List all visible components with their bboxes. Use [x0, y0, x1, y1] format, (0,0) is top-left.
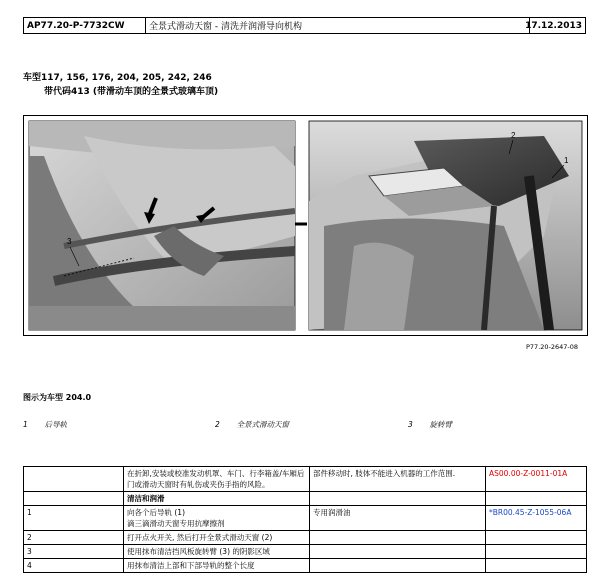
warning-cause: 部件移动时, 肢体不能进入机器的工作范围.	[310, 467, 486, 492]
document-date: 17.12.2013	[529, 18, 585, 33]
figure-panel	[23, 115, 588, 336]
step-number: 4	[24, 559, 124, 573]
table-cell	[486, 492, 587, 506]
step-reference	[486, 545, 587, 559]
section-title: 清洁和润滑	[124, 492, 310, 506]
callout-2: 2	[511, 131, 516, 140]
table-cell	[310, 492, 486, 506]
step-note	[310, 559, 486, 573]
document-title: 全景式滑动天窗 - 清洗并润滑导向机构	[149, 22, 302, 32]
document-header	[23, 17, 586, 34]
legend-item-1	[23, 419, 67, 430]
legend-label: 全景式滑动天窗	[236, 420, 289, 429]
step-number: 3	[24, 545, 124, 559]
step-text: 用抹布清洁上部和下部导轨的整个长度	[124, 559, 310, 573]
model-code-note: 带代码413 (带滑动车顶的全景式玻璃车顶)	[44, 87, 219, 97]
step-reference	[486, 559, 587, 573]
step-reference	[486, 531, 587, 545]
procedure-table	[23, 466, 587, 573]
table-row	[24, 531, 587, 545]
legend-item-3	[408, 419, 452, 430]
step-reference-link[interactable]: *BR00.45-Z-1055-06A	[486, 506, 587, 531]
section-header-row	[24, 492, 587, 506]
step-text: 使用抹布清洁挡风板旋转臂 (3) 的阴影区域	[124, 545, 310, 559]
warning-text: 在折卸,安装或校准发动机罩、车门、行李箱盖/车厢后门或滑动天窗时有轧伤或夹伤手指的风险。	[124, 467, 310, 492]
legend-label: 旋转臂	[429, 420, 452, 429]
warning-row	[24, 467, 587, 492]
step-note	[310, 531, 486, 545]
legend-number: 3	[408, 420, 413, 429]
sunroof-illustration	[24, 116, 587, 335]
callout-1: 1	[564, 156, 569, 165]
step-number: 1	[24, 506, 124, 531]
callout-3: 3	[67, 237, 72, 246]
right-photo	[309, 121, 582, 330]
legend-item-2	[215, 419, 289, 430]
left-photo	[29, 121, 295, 330]
step-number: 2	[24, 531, 124, 545]
document-id: AP77.20-P-7732CW	[24, 18, 146, 33]
table-row	[24, 545, 587, 559]
figure-caption: 图示为车型 204.0	[23, 393, 92, 402]
legend-label: 后导轨	[44, 420, 67, 429]
step-text: 打开点火开关, 然后打开全景式滑动天窗 (2)	[124, 531, 310, 545]
step-note: 专用润滑油	[310, 506, 486, 531]
warning-reference-link[interactable]: AS00.00-Z-0011-01A	[486, 467, 587, 492]
figure-reference: P77.20-2647-08	[526, 343, 579, 351]
legend-number: 2	[215, 420, 220, 429]
table-row	[24, 506, 587, 531]
legend-number: 1	[23, 420, 28, 429]
model-list: 车型117, 156, 176, 204, 205, 242, 246	[23, 73, 212, 83]
model-applicability	[23, 71, 218, 99]
table-row	[24, 559, 587, 573]
step-note	[310, 545, 486, 559]
step-text: 向各个后导轨 (1) 滴三滴滑动天窗专用抗摩擦剂	[124, 506, 310, 531]
table-cell	[24, 467, 124, 492]
table-cell	[24, 492, 124, 506]
